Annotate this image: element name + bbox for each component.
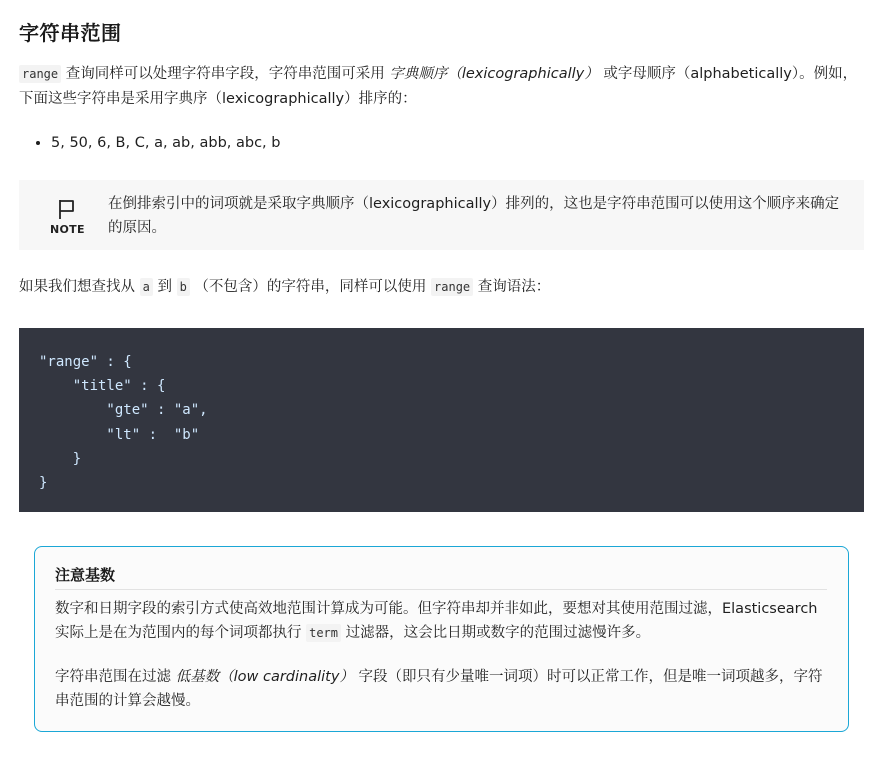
query-text-1: 如果我们想查找从 — [19, 279, 140, 295]
code-block[interactable] — [19, 328, 864, 512]
code-content[interactable]: "range" : { "title" : { "gte" : "a", "lt" : "b" } } — [39, 354, 208, 492]
warning-p2-text-1: 字符串范围在过滤 — [55, 669, 176, 685]
intro-text-2: 或字母顺序（alphabetically）。例如，下面这些字符串是采用字典序（lexicographically）排序的： — [19, 66, 858, 107]
inline-code-a: a — [140, 278, 153, 296]
section-heading: 字符串范围 — [19, 21, 122, 45]
inline-code-range: range — [19, 65, 61, 83]
warning-paragraph-1 — [55, 597, 827, 645]
note-label: NOTE — [50, 223, 85, 236]
warning-emphasis: 低基数（low cardinality） — [175, 669, 354, 685]
note-text: 在倒排索引中的词项就是采取字典顺序（lexicographically）排列的，这也是字符串范围可以使用这个顺序来确定的原因。 — [108, 196, 840, 236]
inline-code-term: term — [306, 624, 341, 642]
warning-paragraph-2 — [55, 665, 827, 713]
note-callout — [19, 180, 864, 250]
intro-emphasis: 字典顺序（lexicographically） — [389, 66, 599, 82]
warning-p2-text-2: 字段（即只有少量唯一词项）时可以正常工作，但是唯一词项越多，字符串范围的计算会越慢。 — [55, 669, 823, 709]
query-text-2: 到 — [152, 279, 177, 295]
note-icon-box — [50, 198, 84, 236]
example-list — [19, 131, 280, 155]
query-text-4: 查询语法： — [473, 279, 551, 295]
warning-p1-text-2: 过滤器，这会比日期或数字的范围过滤慢许多。 — [341, 625, 651, 641]
query-paragraph — [19, 275, 550, 300]
warning-callout — [34, 546, 849, 732]
inline-code-range-2: range — [431, 278, 473, 296]
list-item: • 5, 50, 6, B, C, a, ab, abb, abc, b — [51, 131, 280, 155]
intro-text-1: 查询同样可以处理字符串字段，字符串范围可采用 — [61, 66, 390, 82]
warning-title: 注意基数 — [55, 564, 827, 590]
flag-icon — [50, 198, 84, 220]
query-text-3: （不包含）的字符串，同样可以使用 — [189, 279, 432, 295]
warning-p1-text-1: 数字和日期字段的索引方式使高效地范围计算成为可能。但字符串却并非如此，要想对其使用范围过滤，Elasticsearch 实际上是在为范围内的每个词项都执行 — [55, 601, 818, 641]
inline-code-b: b — [177, 278, 190, 296]
intro-paragraph — [19, 62, 864, 112]
